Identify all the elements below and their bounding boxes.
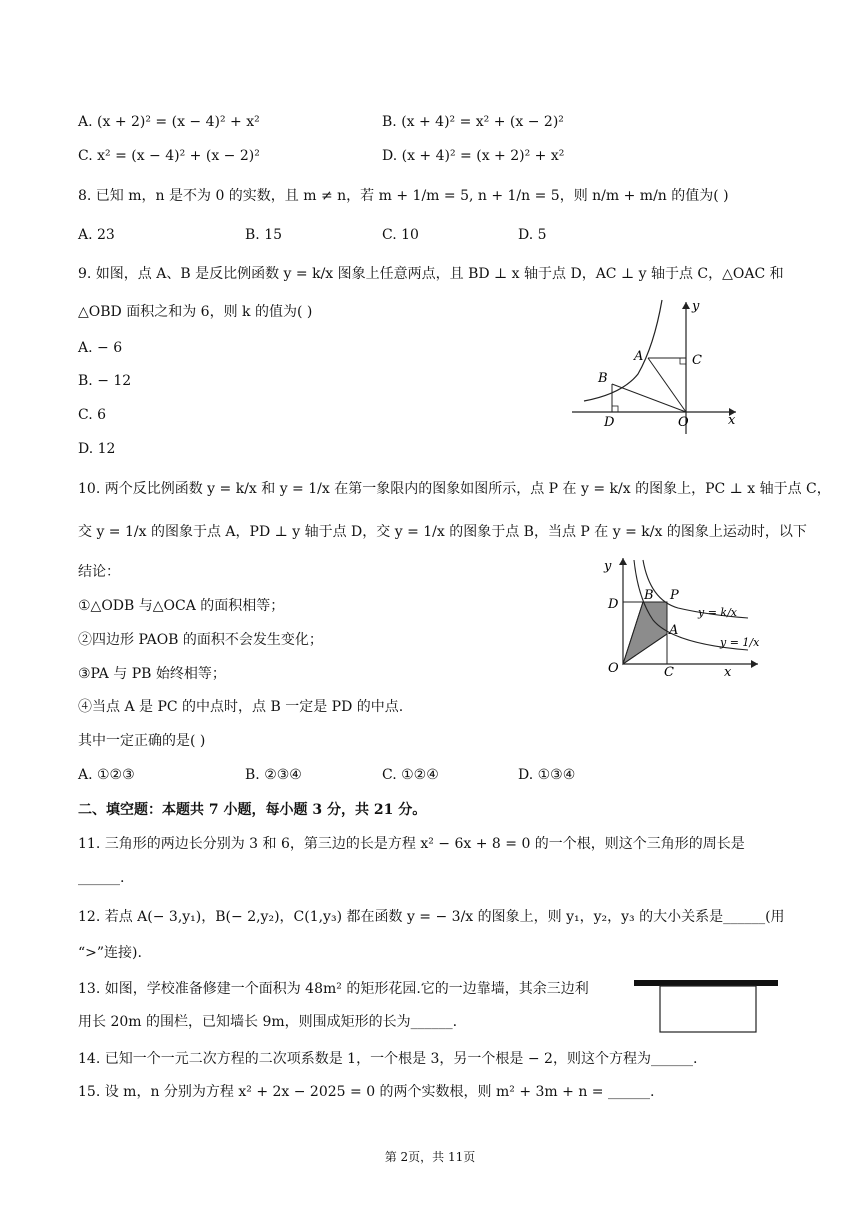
- q14: 14. 已知一个一元二次方程的二次项系数是 1，一个根是 3，另一个根是 − 2，则这个方程为______.: [78, 1051, 698, 1067]
- q10-question: 其中一定正确的是( ): [78, 733, 206, 749]
- q10-label-x: x: [724, 665, 732, 680]
- q10-x-arrow: [751, 660, 758, 668]
- q8-stem: 8. 已知 m，n 是不为 0 的实数，且 m ≠ n，若 m + 1/m = 5, n + 1/n = 5，则 n/m + m/n 的值为( ): [78, 188, 729, 204]
- q10-stem-line1: 10. 两个反比例函数 y = k/x 和 y = 1/x 在第一象限内的图象如图所示，点 P 在 y = k/x 的图象上，PC ⊥ x 轴于点 C，: [78, 481, 831, 497]
- q8-option-a: A. 23: [78, 227, 115, 243]
- q9-option-b: B. − 12: [78, 373, 132, 389]
- q9-option-d: D. 12: [78, 441, 116, 457]
- q7-option-a: A. (x + 2)² = (x − 4)² + x²: [78, 114, 260, 130]
- q8-option-c: C. 10: [382, 227, 419, 243]
- q9-label-b: B: [598, 371, 608, 386]
- q9-label-o: O: [678, 415, 689, 430]
- q7-option-b: B. (x + 4)² = x² + (x − 2)²: [382, 114, 564, 130]
- q9-segment-ao: [648, 358, 686, 412]
- q10-option-a: A. ①②③: [78, 767, 135, 783]
- q9-y-arrow: [682, 302, 690, 309]
- q10-option-b: B. ②③④: [245, 767, 302, 783]
- q11-line2: ______.: [78, 870, 125, 886]
- q10-option-d: D. ①③④: [518, 767, 576, 783]
- q10-label-b: B: [644, 588, 654, 603]
- q9-stem-line2: △OBD 面积之和为 6，则 k 的值为( ): [78, 304, 313, 320]
- q9-option-c: C. 6: [78, 407, 107, 423]
- q15: 15. 设 m，n 分别为方程 x² + 2x − 2025 = 0 的两个实数根，则 m² + 3m + n = ______.: [78, 1084, 655, 1100]
- q10-label-y: y: [604, 559, 612, 574]
- q9-stem-line1: 9. 如图，点 A、B 是反比例函数 y = k/x 图象上任意两点，且 BD ⊥ x 轴于点 D，AC ⊥ y 轴于点 C，△OAC 和: [78, 266, 784, 282]
- q10-label-1: y = 1/x: [720, 636, 760, 649]
- q10-label-o: O: [608, 661, 619, 676]
- q10-label-c: C: [664, 665, 674, 680]
- q9-label-x: x: [728, 413, 736, 428]
- q13-garden-rect: [660, 986, 756, 1032]
- q7-option-d: D. (x + 4)² = (x + 2)² + x²: [382, 148, 565, 164]
- q10-y-arrow: [619, 558, 627, 565]
- q8-option-d: D. 5: [518, 227, 547, 243]
- q12-line2: “>”连接).: [78, 945, 142, 961]
- q12-line1: 12. 若点 A(− 3,y₁)，B(− 2,y₂)，C(1,y₃) 都在函数 y = − 3/x 的图象上，则 y₁，y₂，y₃ 的大小关系是______(用: [78, 909, 785, 925]
- q10-label-a: A: [669, 623, 679, 638]
- q10-item-3: ③PA 与 PB 始终相等；: [78, 666, 226, 682]
- q10-shaded-region: [623, 602, 667, 664]
- q9-label-a: A: [634, 349, 644, 364]
- q10-item-1: ①△ODB 与△OCA 的面积相等；: [78, 598, 285, 614]
- q7-option-c: C. x² = (x − 4)² + (x − 2)²: [78, 148, 260, 164]
- q13-line2: 用长 20m 的围栏，已知墙长 9m，则围成矩形的长为______.: [78, 1014, 458, 1030]
- q9-option-a: A. − 6: [78, 340, 123, 356]
- q8-option-b: B. 15: [245, 227, 283, 243]
- q10-stem-line3: 结论：: [78, 564, 120, 580]
- q9-label-c: C: [692, 353, 702, 368]
- q9-right-angle-d: [612, 406, 618, 412]
- q11-line1: 11. 三角形的两边长分别为 3 和 6，第三边的长是方程 x² − 6x + 8 = 0 的一个根，则这个三角形的周长是: [78, 836, 745, 852]
- q9-label-y: y: [692, 299, 700, 314]
- q13-line1: 13. 如图，学校准备修建一个面积为 48m² 的矩形花园.它的一边靠墙，其余三边利: [78, 981, 589, 997]
- q10-option-c: C. ①②④: [382, 767, 439, 783]
- q13-wall: [634, 980, 778, 986]
- q10-item-4: ④当点 A 是 PC 的中点时，点 B 一定是 PD 的中点.: [78, 699, 404, 715]
- page-footer: 第 2页，共 11页: [384, 1150, 476, 1164]
- section2-header: 二、填空题：本题共 7 小题，每小题 3 分，共 21 分。: [78, 802, 427, 818]
- q10-label-k: y = k/x: [698, 606, 737, 619]
- q9-hyperbola: [584, 300, 662, 401]
- q10-label-p: P: [670, 588, 679, 603]
- q10-figure: [598, 552, 766, 680]
- q10-stem-line2: 交 y = 1/x 的图象于点 A，PD ⊥ y 轴于点 D，交 y = 1/x 的图象于点 B，当点 P 在 y = k/x 的图象上运动时，以下: [78, 524, 807, 540]
- q9-right-angle-c: [680, 358, 686, 364]
- q9-label-d: D: [604, 415, 615, 430]
- q9-segment-bo: [612, 384, 686, 412]
- q10-label-d: D: [608, 597, 619, 612]
- q13-figure: [630, 976, 780, 1036]
- q10-item-2: ②四边形 PAOB 的面积不会发生变化；: [78, 632, 323, 648]
- q9-figure: [570, 296, 750, 436]
